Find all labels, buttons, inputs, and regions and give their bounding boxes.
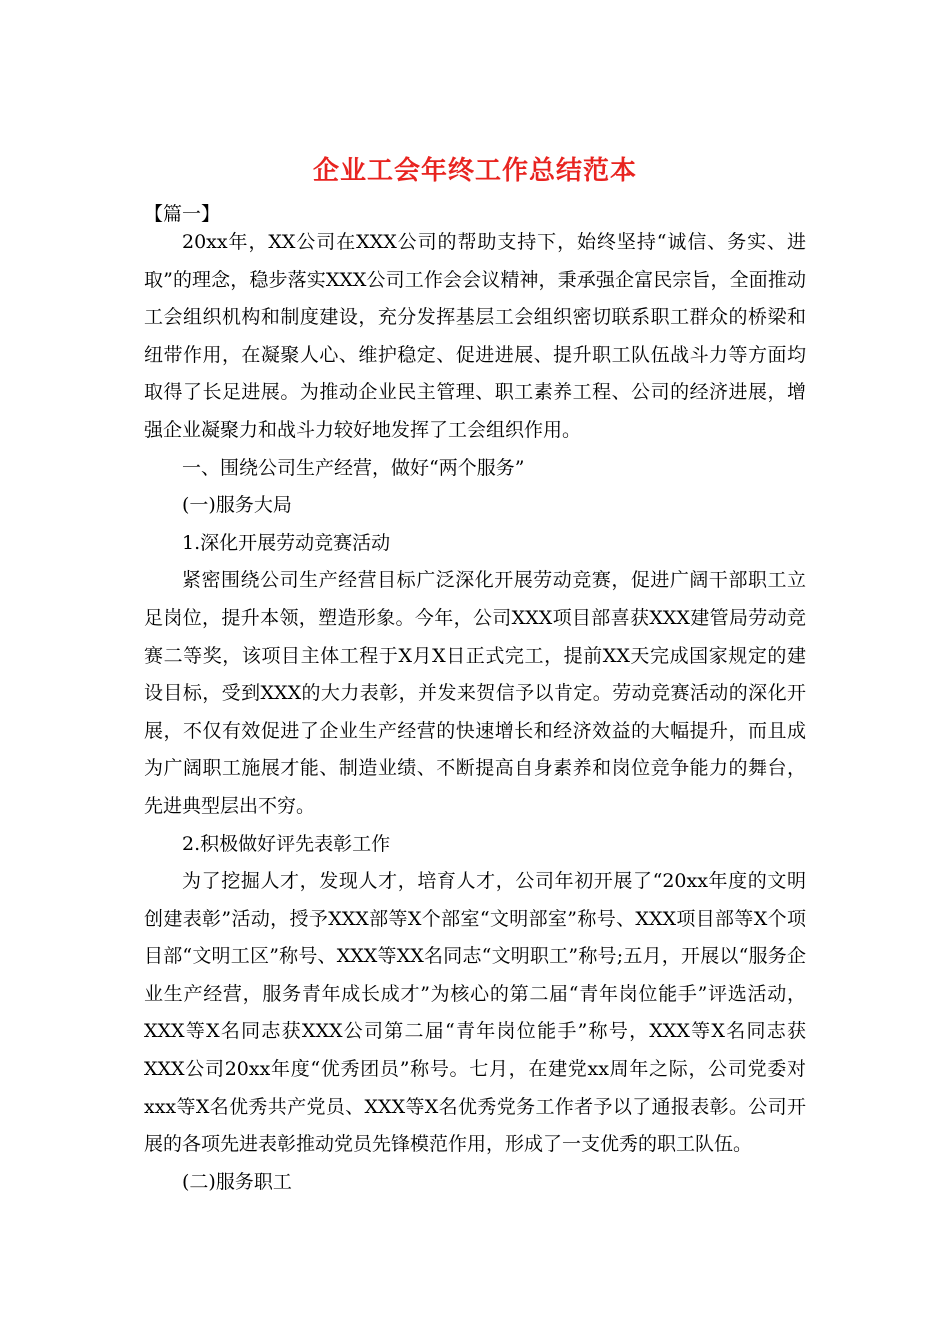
paragraph-commendation: 为了挖掘人才，发现人才，培育人才，公司年初开展了“20xx年度的文明创建表彰”活动，授予XXX部等X个部室“文明部室”称号、XXX项目部等X个项目部“文明工区”称号、XXX等XX名同志“文明职工”称号;五月，开展以“服务企业生产经营，服务青年成长成才”为核心的第二届“青年岗位能手”评选活动，XXX等X名同志获XXX公司第二届“青年岗位能手”称号，XXX等X名同志获XXX公司20xx年度“优秀团员”称号。七月，在建党xx周年之际，公司党委对xxx等X名优秀共产党员、XXX等X名优秀党务工作者予以了通报表彰。公司开展的各项先进表彰推动党员先锋模范作用，形成了一支优秀的职工队伍。 (144, 870, 806, 1156)
heading-subsection-1: (一)服务大局 (182, 494, 292, 517)
heading-item-2: 2.积极做好评先表彰工作 (182, 832, 391, 855)
heading-item-1: 1.深化开展劳动竞赛活动 (182, 531, 391, 554)
heading-section-1: 一、围绕公司生产经营，做好“两个服务” (182, 456, 525, 479)
heading-subsection-2: (二)服务职工 (182, 1170, 292, 1193)
document-body (144, 224, 806, 1201)
paragraph-labor-competition: 紧密围绕公司生产经营目标广泛深化开展劳动竞赛，促进广阔干部职工立足岗位，提升本领，塑造形象。今年，公司XXX项目部喜获XXX建管局劳动竞赛二等奖，该项目主体工程于X月X日正式完工，提前XX天完成国家规定的建设目标，受到XXX的大力表彰，并发来贺信予以肯定。劳动竞赛活动的深化开展，不仅有效促进了企业生产经营的快速增长和经济效益的大幅提升，而且成为广阔职工施展才能、制造业绩、不断提高自身素养和岗位竞争能力的舞台，先进典型层出不穷。 (144, 569, 806, 817)
paragraph-intro: 20xx年，XX公司在XXX公司的帮助支持下，始终坚持“诚信、务实、进取”的理念，稳步落实XXX公司工作会会议精神，秉承强企富民宗旨，全面推动工会组织机构和制度建设，充分发挥基层工会组织密切联系职工群众的桥梁和纽带作用，在凝聚人心、维护稳定、促进进展、提升职工队伍战斗力等方面均取得了长足进展。为推动企业民主管理、职工素养工程、公司的经济进展，增强企业凝聚力和战斗力较好地发挥了工会组织作用。 (144, 231, 806, 441)
section-tag: 【篇一】 (144, 203, 221, 225)
document-title: 企业工会年终工作总结范本 (312, 156, 637, 186)
